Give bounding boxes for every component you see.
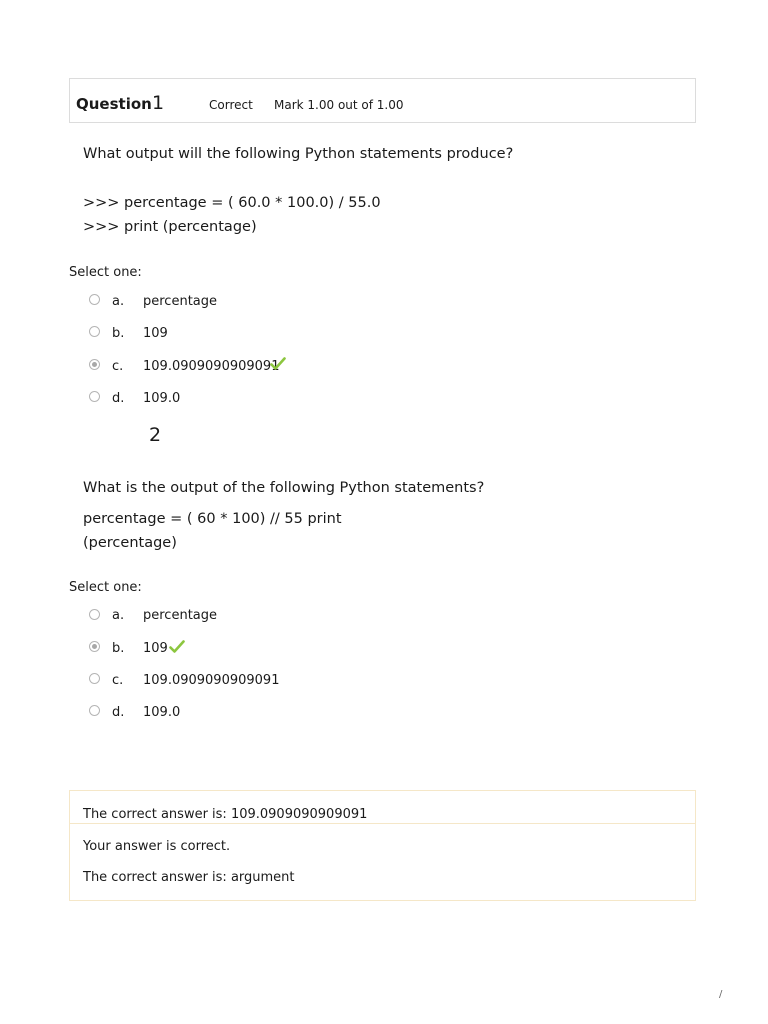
question-number: 1 <box>152 92 165 114</box>
option-letter: a. <box>112 608 125 623</box>
question-mark: Mark 1.00 out of 1.00 <box>274 98 404 112</box>
question-1-info <box>69 78 696 123</box>
option-text: 109.0909090909091 <box>143 359 280 374</box>
option-text: 109.0 <box>143 705 181 720</box>
question-label: Question <box>76 95 152 113</box>
radio-option-a[interactable] <box>89 609 100 620</box>
correct-answer-text: The correct answer is: 109.0909090909091 <box>83 807 368 822</box>
radio-option-b-selected[interactable] <box>89 641 100 652</box>
select-one-label: Select one: <box>69 580 142 595</box>
radio-option-c[interactable] <box>89 673 100 684</box>
radio-option-c-selected[interactable] <box>89 359 100 370</box>
checkmark-icon <box>270 357 286 371</box>
option-letter: d. <box>112 705 125 720</box>
select-one-label: Select one: <box>69 265 142 280</box>
option-text: percentage <box>143 294 218 309</box>
option-text: 109.0909090909091 <box>143 673 280 688</box>
radio-option-d[interactable] <box>89 705 100 716</box>
correct-answer-text-2: The correct answer is: argument <box>83 870 295 885</box>
question-1-code-line-1: >>> percentage = ( 60.0 * 100.0) / 55.0 <box>83 195 381 211</box>
answer-status-text: Your answer is correct. <box>83 839 231 854</box>
feedback-box <box>69 790 696 901</box>
option-letter: d. <box>112 391 125 406</box>
checkmark-icon <box>169 640 185 654</box>
radio-option-b[interactable] <box>89 326 100 337</box>
option-letter: c. <box>112 359 124 374</box>
option-text: 109.0 <box>143 391 181 406</box>
question-2-text: What is the output of the following Python statements? <box>83 480 485 496</box>
question-2-number: 2 <box>149 424 162 446</box>
option-text: 109 <box>143 326 168 341</box>
question-2-code-line-1: percentage = ( 60 * 100) // 55 print <box>83 511 342 527</box>
feedback-divider <box>70 823 695 824</box>
page-mark: / <box>719 989 723 1000</box>
option-letter: b. <box>112 326 125 341</box>
option-text: percentage <box>143 608 218 623</box>
option-letter: c. <box>112 673 124 688</box>
option-text: 109 <box>143 641 168 656</box>
option-letter: b. <box>112 641 125 656</box>
question-1-code-line-2: >>> print (percentage) <box>83 219 257 235</box>
radio-option-a[interactable] <box>89 294 100 305</box>
question-2-code-line-2: (percentage) <box>83 535 177 551</box>
question-state: Correct <box>209 98 253 112</box>
question-1-text: What output will the following Python statements produce? <box>83 146 514 162</box>
option-letter: a. <box>112 294 125 309</box>
radio-option-d[interactable] <box>89 391 100 402</box>
